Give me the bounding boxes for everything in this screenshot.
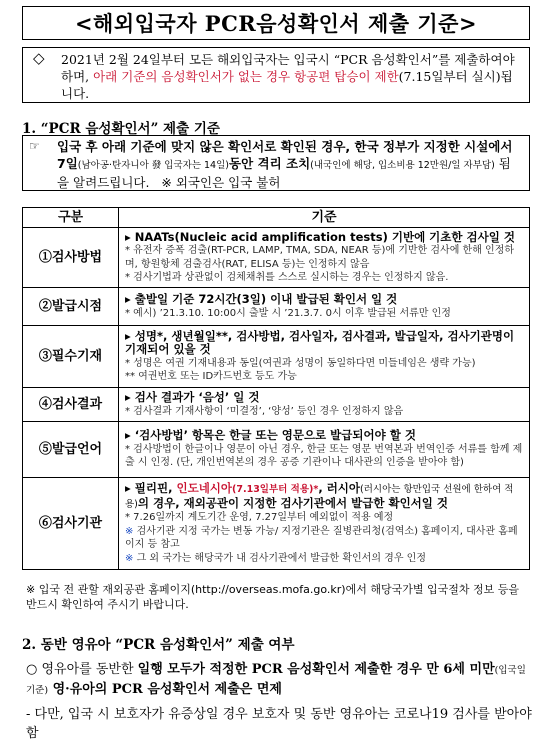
row-line: * 검사방법이 한글이나 영문이 아닌 경우, 한글 또는 영문 번역본과 번역인증 서류를 함께 제출 시 인정. (단, 개인번역본의 경우 공증 기관이나 대사관의 인증을 받아야 함) xyxy=(125,443,523,469)
criteria-box xyxy=(22,135,530,191)
criteria-small: (남아공·탄자니아 發 입국자는 14일) xyxy=(77,160,229,171)
section-1-heading: 1. “PCR 음성확인서” 제출 기준 xyxy=(22,121,220,137)
row-text: , 러시아 xyxy=(318,481,361,495)
row-line: * 7.26일까지 계도기간 운영, 7.27일부터 예외없이 적용 예정 xyxy=(125,512,394,523)
diamond-icon: ◇ xyxy=(33,49,45,67)
row-line: ▸ 검사 결과가 ‘음성’ 일 것 xyxy=(125,390,260,404)
paragraph-guardian: - 다만, 입국 시 보호자가 유증상일 경우 보호자 및 동반 영유아는 코로나19 검사를 받아야 함 xyxy=(26,707,532,741)
notice-text-3: (7.15일부터 실시)됩니다. xyxy=(61,69,513,101)
row-text: ▸ 필리핀, xyxy=(125,481,177,495)
row-line: ▸ 출발일 기준 72시간(3일) 이내 발급된 확인서 일 것 xyxy=(125,292,398,306)
row-label: ⑥검사기관 xyxy=(23,478,119,570)
row-text-red: 인도네시아 xyxy=(176,481,233,495)
table-row xyxy=(23,422,530,478)
row-text: 그 외 국가는 해당국가 내 검사기관에서 발급한 확인서의 경우 인정 xyxy=(133,552,426,564)
notice-box xyxy=(22,47,530,103)
criteria-foreign: ※ 외국인은 입국 불허 xyxy=(161,175,281,190)
criteria-end: 됨을 알려드립니다. xyxy=(57,156,511,190)
para-text-bold: 영·유아의 PCR 음성확인서 제출은 면제 xyxy=(48,682,282,697)
criteria-main-2: 동안 격리 조치 xyxy=(229,156,311,171)
row-line xyxy=(125,552,525,566)
row-line xyxy=(125,525,525,552)
table-header-row xyxy=(23,208,530,228)
criteria-table xyxy=(22,207,530,570)
row-text: 검사기관 지정 국가는 변동 가능/ 지정기관은 질병관리청(검역소) 홈페이지, 대사관 홈페이지 등 참고 xyxy=(125,525,518,550)
notice-text-1: 2021년 2월 24일부터 모든 해외입국자는 입국시 “PCR 음성확인서”를 제출하여야 하며, xyxy=(61,52,515,84)
row-line: ** 여권번호 또는 ID카드번호 등도 가능 xyxy=(125,371,297,382)
row-label: ③필수기재 xyxy=(23,326,119,388)
row-label: ②발급시점 xyxy=(23,288,119,326)
table-row xyxy=(23,326,530,388)
row-text-small: (러시아는 항만입국 선원에 한하여 적용) xyxy=(125,484,514,510)
row-label: ①검사방법 xyxy=(23,228,119,288)
header-label: 구분 xyxy=(23,208,119,228)
row-line: * 성명은 여권 기재내용과 동일(여권과 성명이 동일하다면 미들네임은 생략 가능) xyxy=(125,357,476,369)
row-line: * 유전자 증폭 검출(RT-PCR, LAMP, TMA, SDA, NEAR 등)에 기반한 검사에 한해 인정하며, 항원항체 검출검사(RAT, ELISA 등)는 인정하지 않음 xyxy=(125,245,515,270)
note-mark: ※ xyxy=(125,525,134,537)
row-label: ⑤발급언어 xyxy=(23,422,119,478)
para-text: ○ 영유아를 동반한 xyxy=(26,662,138,677)
criteria-main: 입국 후 아래 기준에 맞지 않은 확인서로 확인된 경우, 한국 정부가 지정한 시설에서 7일 xyxy=(57,139,513,171)
row-line: * 예시) ’21.3.10. 10:00시 출발 시 ’21.3.7. 0시 이후 발급된 서류만 인정 xyxy=(125,307,451,319)
row-line: ▸ ‘검사방법’ 항목은 한글 또는 영문으로 발급되어야 할 것 xyxy=(125,428,416,443)
table-row xyxy=(23,288,530,326)
row-line: * 검사결과 기재사항이 ‘미결정’, ‘양성’ 등인 경우 인정하지 않음 xyxy=(125,405,404,417)
section-2-heading: 2. 동반 영유아 “PCR 음성확인서” 제출 여부 xyxy=(22,637,295,653)
pointer-icon: ☞ xyxy=(29,139,40,153)
table-row xyxy=(23,388,530,422)
notice-text-red: 아래 기준의 음성확인서가 없는 경우 항공편 탑승이 제한 xyxy=(93,69,399,84)
para-text-small: (입국일 기준) xyxy=(26,665,526,696)
criteria-small-2: (내국인에 해당, 입소비용 12만원/일 자부담) xyxy=(310,160,495,171)
note-mark: ※ xyxy=(125,552,134,564)
row-text: 의 경우, 재외공관이 지정한 검사기관에서 발급한 확인서일 것 xyxy=(137,495,449,510)
row-line xyxy=(125,482,525,511)
page-title: <해외입국자 PCR음성확인서 제출 기준> xyxy=(22,6,530,40)
table-row xyxy=(23,228,530,288)
paragraph-infant xyxy=(26,660,534,700)
header-criteria: 기준 xyxy=(119,208,530,228)
row-line: ▸ NAATs(Nucleic acid amplification tests) 기반에 기초한 검사일 것 xyxy=(125,229,515,244)
row-label: ④검사결과 xyxy=(23,388,119,422)
para-text-bold: 일행 모두가 적정한 PCR 음성확인서 제출한 경우 만 6세 미만 xyxy=(137,662,495,677)
row-line: ▸ 성명*, 생년월일**, 검사방법, 검사일자, 검사결과, 발급일자, 검사기관명이 기재되어 있을 것 xyxy=(125,328,515,356)
row-text-red-small: (7.13일부터 적용)* xyxy=(232,484,319,495)
row-line: * 검사기법과 상관없이 검체채취를 스스로 실시하는 경우는 인정하지 않음. xyxy=(125,272,449,283)
table-row xyxy=(23,478,530,570)
footnote: ※ 입국 전 관할 재외공관 홈페이지(http://overseas.mofa.go.kr)에서 해당국가별 입국절차 정보 등을 반드시 확인하여 주시기 바랍니다. xyxy=(26,583,519,611)
